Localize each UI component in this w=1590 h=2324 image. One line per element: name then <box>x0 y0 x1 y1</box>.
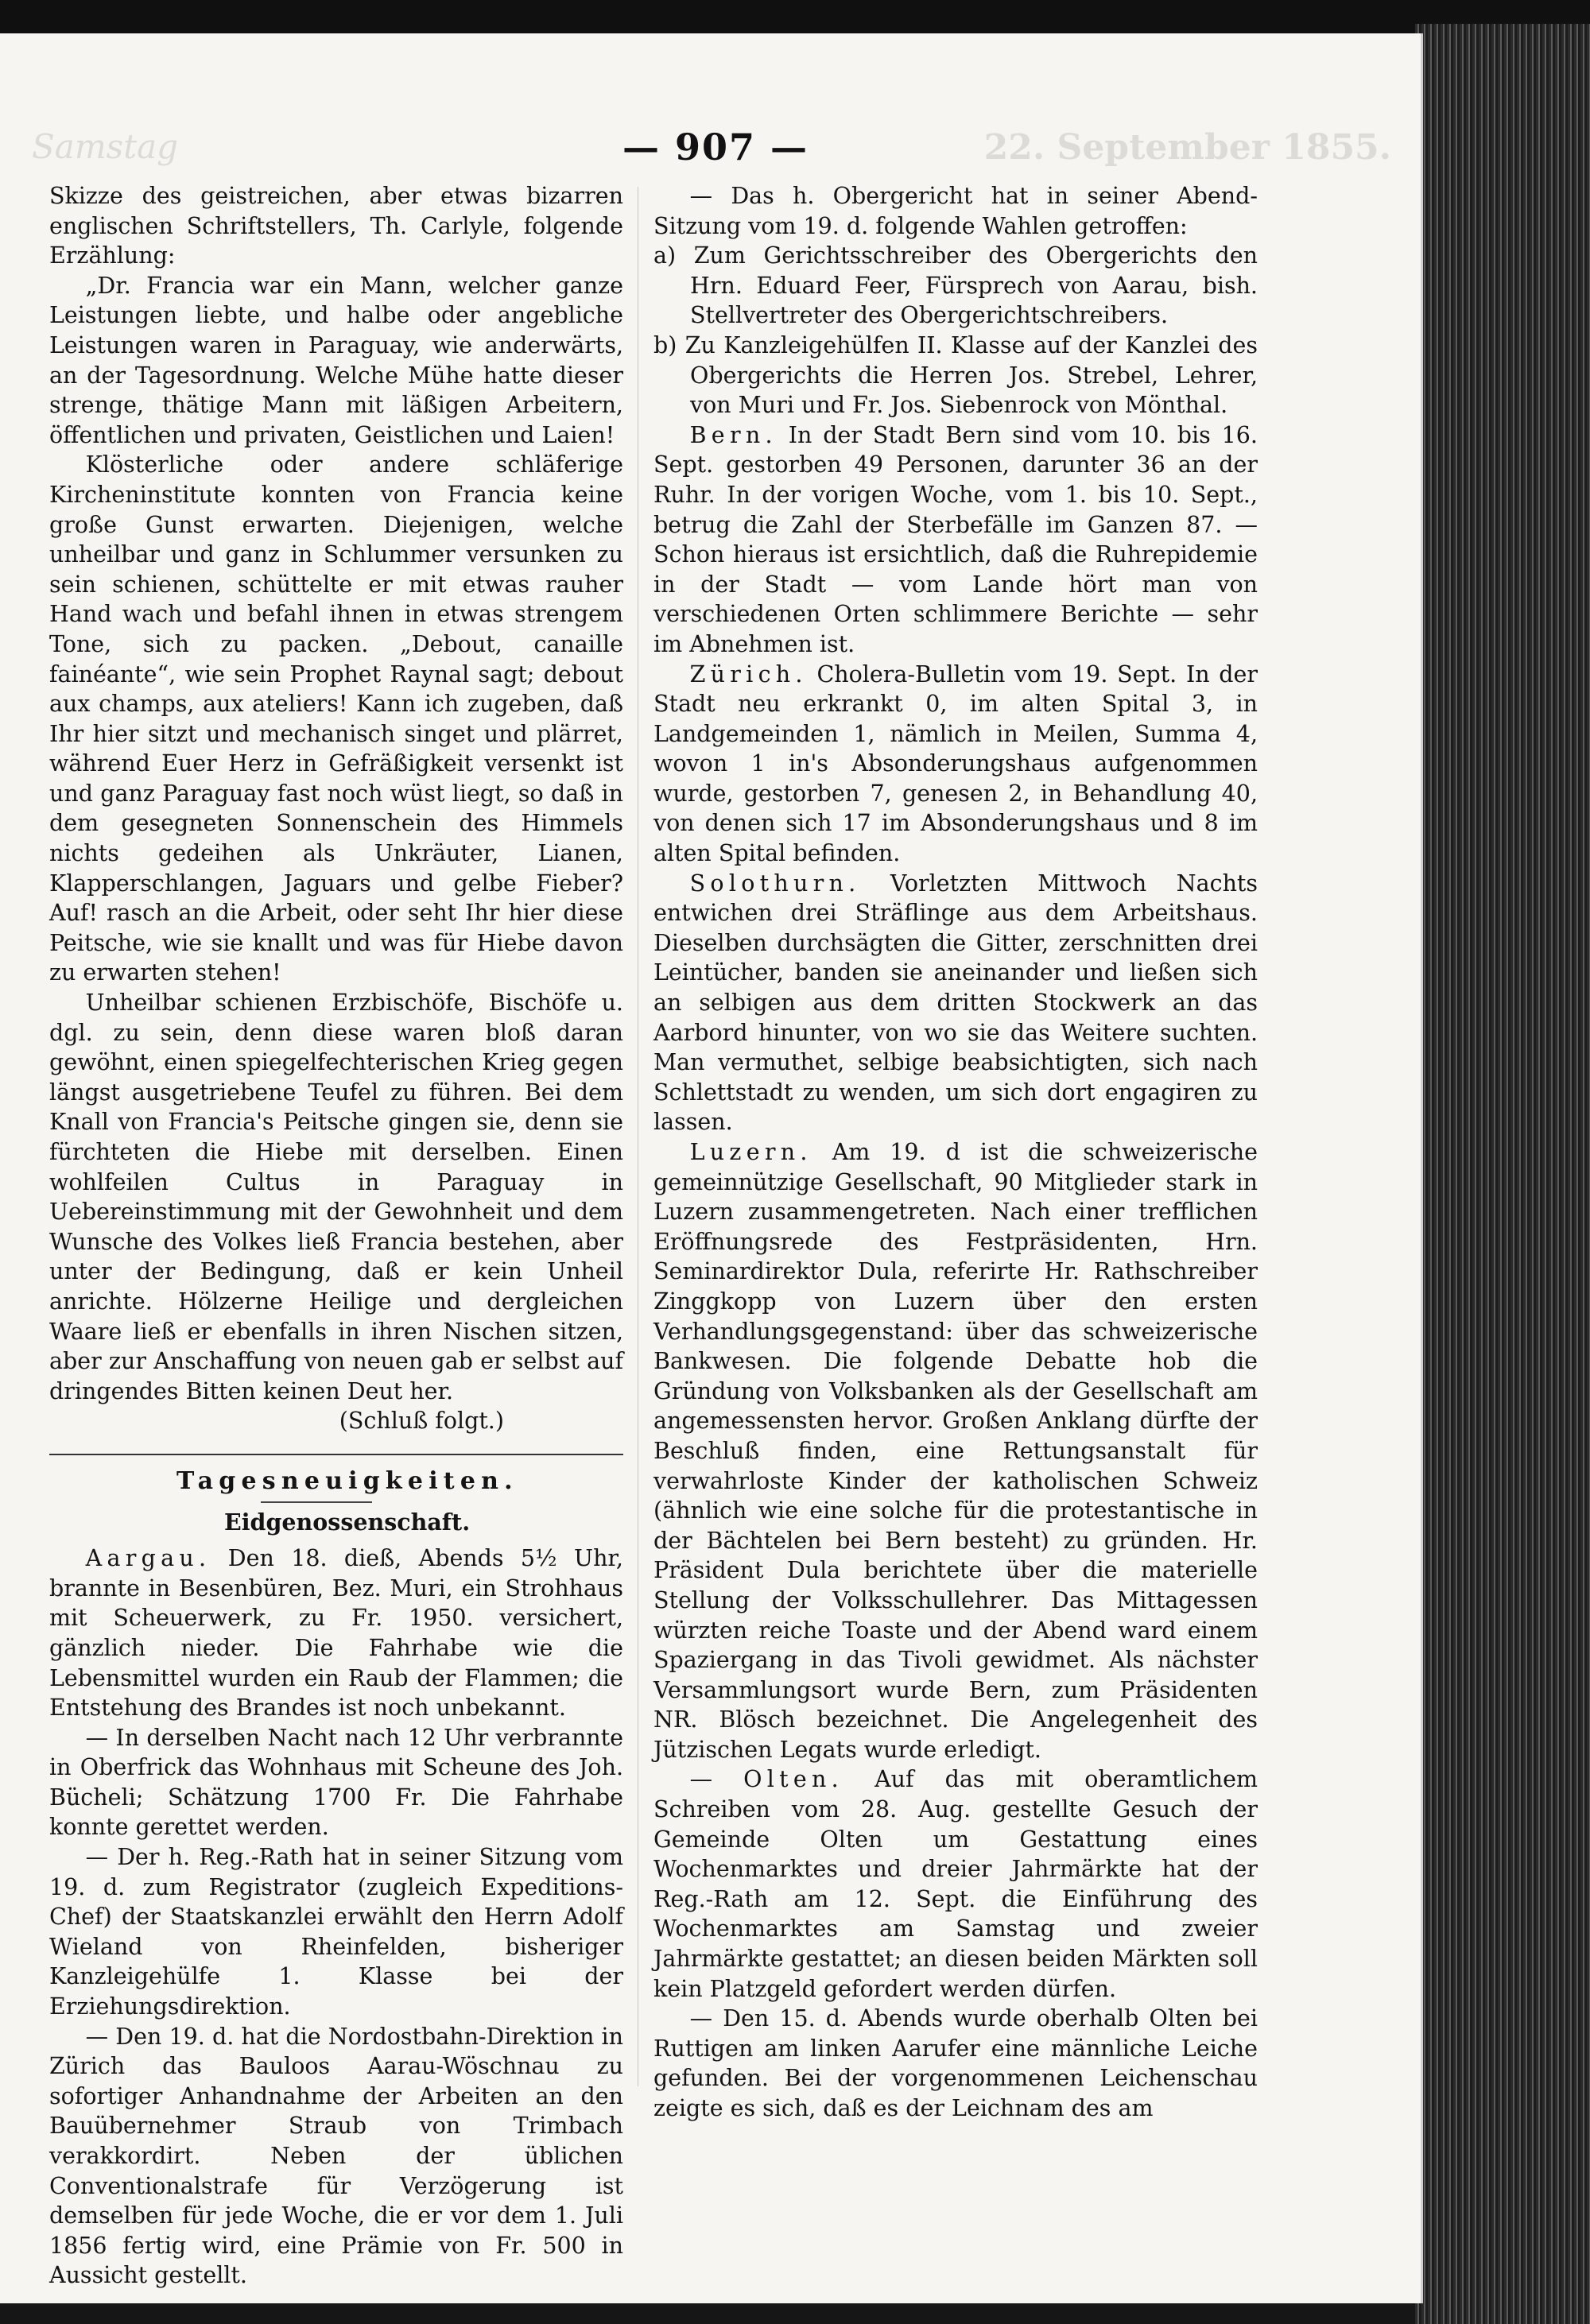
paragraph: — Den 19. d. hat die Nordostbahn-Direktion in Zürich das Bauloos Aarau-Wöschnau zu sofortiger Anhandnahme der Arbeiten an den Bauübernehmer Straub von Trimbach verakkordirt. Neben der üblichen Conventionalstrafe für Verzögerung ist demselben für jede Woche, die er vor dem 1. Juli 1856 fertig wird, eine Prämie von Fr. 500 in Aussicht gestellt. <box>49 2023 623 2289</box>
subheading: Eidgenossenschaft. <box>224 1508 471 1536</box>
news-text: Den 18. dieß, Abends 5½ Uhr, brannte in Besenbüren, Bez. Muri, ein Strohhaus mit Scheuerwerk, zu Fr. 1950. versichert, gänzlich nieder. Die Fahrhabe wie die Lebensmittel wurden ein Raub der Flammen; die Entstehung des Brandes ist noch unbekannt. <box>49 1545 623 1722</box>
place-name: Zürich. <box>689 660 808 688</box>
bleed-through-left: Samstag <box>32 127 178 166</box>
place-name: Solothurn. <box>689 870 861 897</box>
paragraph: — Das h. Obergericht hat in seiner Abend-Sitzung vom 19. d. folgende Wahlen getroffen: <box>653 183 1258 239</box>
news-text: Cholera-Bulletin vom 19. Sept. In der Stadt neu erkrankt 0, im alten Spital 3, in Landgemeinden 1, nämlich in Meilen, Summa 4, wovon 1 in's Absonderungshaus aufgenommen wurde, gestorben 7, genesen 2, in Behandlung 40, von denen sich 17 im Absonderungshaus und 8 im alten Spital befinden. <box>653 660 1258 867</box>
page-number: — 907 — <box>622 126 809 168</box>
page-header <box>32 111 1399 175</box>
list-item: a) Zum Gerichtsschreiber des Obergerichts den Hrn. Eduard Feer, Fürsprech von Aarau, bish. Stellvertreter des Obergerichtschreibers. <box>653 242 1258 329</box>
place-name: Aargau. <box>85 1545 211 1572</box>
place-name: Olten. <box>743 1766 843 1793</box>
section-rule <box>49 1454 623 1455</box>
bleed-through-right: 22. September 1855. <box>983 127 1391 168</box>
place-name: Luzern. <box>689 1139 812 1165</box>
news-item-solothurn <box>653 869 1258 1137</box>
news-text: In der Stadt Bern sind vom 10. bis 16. Sept. gestorben 49 Personen, darunter 36 an der Ruhr. In der vorigen Woche, vom 1. bis 10. Sept., betrug die Zahl der Sterbefälle im Ganzen 87. — Schon hieraus ist ersichtlich, daß die Ruhrepidemie in der Stadt — vom Lande hört man von verschiedenen Orten schlimmere Berichte — sehr im Abnehmen ist. <box>653 421 1258 657</box>
section-heading: Tagesneuigkeiten. <box>176 1466 518 1495</box>
paragraph: Klösterliche oder andere schläferige Kircheninstitute konnten von Francia keine große Gunst erwarten. Diejenigen, welche unheilbar und ganz in Schlummer versunken zu sein schienen, schüttelte er mit etwas rauher Hand wach und befahl ihnen in etwas strengem Tone, sich zu packen. „Debout, canaille fainéante“, wie sein Prophet Raynal sagt; debout aux champs, aux ateliers! Kann ich zugeben, daß Ihr hier sitzt und mechanisch singet und plärret, während Euer Herz in Gefräßigkeit versenkt ist und ganz Paraguay fast noch wüst liegt, so daß in dem gesegneten Sonnenschein des Himmels nichts gedeihen als Unkräuter, Lianen, Klapperschlangen, Jaguars und gelbe Fieber? Auf! rasch an die Arbeit, oder seht Ihr hier diese Peitsche, wie sie knallt und was für Hiebe davon zu erwarten stehen! <box>49 451 623 986</box>
left-column <box>49 181 623 2291</box>
news-text: Am 19. d ist die schweizerische gemeinnützige Gesellschaft, 90 Mitglieder stark in Luzern zusammengetreten. Nach einer trefflichen Eröffnungsrede des Festpräsidenten, Hrn. Seminardirektor Dula, referirte Hr. Rathschreiber Zinggkopp von Luzern über den ersten Verhandlungsgegenstand: über das schweizerische Bankwesen. Die folgende Debatte hob die Gründung von Volksbanken als der Gesellschaft am angemessensten hervor. Großen Anklang dürfte der Beschluß finden, eine Rettungsanstalt für verwahrloste Kinder der katholischen Schweiz (ähnlich wie eine solche für die protestantische in der Bächtelen bei Bern besteht) zu gründen. Hr. Präsident Dula berichtete über die materielle Stellung der Volksschullehrer. Das Mittagessen würzten reiche Toaste und der Abend ward einem Spaziergang in das Tivoli gewidmet. Als nächster Versammlungsort wurde Bern, zum Präsidenten NR. Blösch bezeichnet. Die Angelegenheit des Jützischen Legats wurde erledigt. <box>653 1139 1258 1763</box>
news-text: Auf das mit oberamtlichem Schreiben vom 28. Aug. gestellte Gesuch der Gemeinde Olten um Gestattung eines Wochenmarktes und dreier Jahrmärkte hat der Reg.-Rath am 12. Sept. die Einführung des Wochenmarktes am Samstag und zweier Jahrmärkte gestattet; an diesen beiden Märkten soll kein Platzgeld gefordert werden dürfen. <box>653 1766 1258 2002</box>
paragraph: Unheilbar schienen Erzbischöfe, Bischöfe u. dgl. zu sein, denn diese waren bloß daran gewöhnt, einen spiegelfechterischen Krieg gegen längst ausgetriebene Teufel zu führen. Bei dem Knall von Francia's Peitsche gingen sie, denn sie fürchteten die Hiebe mit derselben. Einen wohlfeilen Cultus in Paraguay in Uebereinstimmung mit der Gewohnheit und dem Wunsche des Volkes ließ Francia bestehen, aber unter der Bedingung, daß er kein Unheil anrichte. Hölzerne Heilige und dergleichen Waare ließ er ebenfalls in ihren Nischen sitzen, aber zur Anschaffung von neuen gab er selbst auf dringendes Bitten keinen Deut her. <box>49 990 623 1404</box>
paragraph: Skizze des geistreichen, aber etwas bizarren englischen Schriftstellers, Th. Carlyle, folgende Erzählung: <box>49 183 623 269</box>
paragraph: „Dr. Francia war ein Mann, welcher ganze Leistungen liebte, und halbe oder angebliche Leistungen waren in Paraguay, wie anderwärts, an der Tagesordnung. Welche Mühe hatte dieser strenge, thätige Mann mit läßigen Arbeitern, öffentlichen und privaten, Geistlichen und Laien! <box>49 272 623 448</box>
paragraph: — In derselben Nacht nach 12 Uhr verbrannte in Oberfrick das Wohnhaus mit Scheune des Joh. Bücheli; Schätzung 1700 Fr. Die Fahrhabe konnte gerettet werden. <box>49 1724 623 1841</box>
right-column <box>653 181 1258 2124</box>
scan-top-edge <box>0 0 1590 35</box>
news-item-olten: — Olten. Auf das mit oberamtlichem Schreiben vom 28. Aug. gestellte Gesuch der Gemeinde Olten um Gestattung eines Wochenmarktes und dreier Jahrmärkte hat der Reg.-Rath am 12. Sept. die Einführung des Wochenmarktes am Samstag und zweier Jahrmärkte gestattet; an diesen beiden Märkten soll kein Platzgeld gefordert werden dürfen. <box>653 1766 1258 2002</box>
news-text: Vorletzten Mittwoch Nachts entwichen drei Sträflinge aus dem Arbeitshaus. Dieselben durchsägten die Gitter, zerschnitten drei Leintücher, banden sie aneinander und ließen sich an selbigen aus dem dritten Stockwerk an das Aarbord hinunter, von wo sie das Weitere suchten. Man vermuthet, selbige beabsichtigten, sich nach Schlettstadt zu wenden, um sich dort engagiren zu lassen. <box>653 870 1258 1136</box>
book-spine <box>1415 24 1590 2324</box>
news-item-zuerich <box>653 660 1258 869</box>
news-item-aargau <box>49 1544 623 1723</box>
continuation-note: (Schluß folgt.) <box>339 1408 504 1435</box>
paragraph: — Den 15. d. Abends wurde oberhalb Olten bei Ruttigen am linken Aarufer eine männliche Leiche gefunden. Bei der vorgenommenen Leichenschau zeigte es sich, daß es der Leichnam des am <box>653 2005 1258 2121</box>
list-item: b) Zu Kanzleigehülfen II. Klasse auf der Kanzlei des Obergerichts die Herren Jos. Strebel, Lehrer, von Muri und Fr. Jos. Siebenrock von Mönthal. <box>653 331 1258 419</box>
heading-rule <box>261 1501 372 1503</box>
paragraph: — Der h. Reg.-Rath hat in seiner Sitzung vom 19. d. zum Registrator (zugleich Expeditions-Chef) der Staatskanzlei erwählt den Herrn Adolf Wieland von Rheinfelden, bisheriger Kanzleigehülfe 1. Klasse bei der Erziehungsdirektion. <box>49 1844 623 2020</box>
news-item-bern <box>653 420 1258 660</box>
news-item-luzern <box>653 1137 1258 1764</box>
place-name: Bern. <box>689 421 778 448</box>
